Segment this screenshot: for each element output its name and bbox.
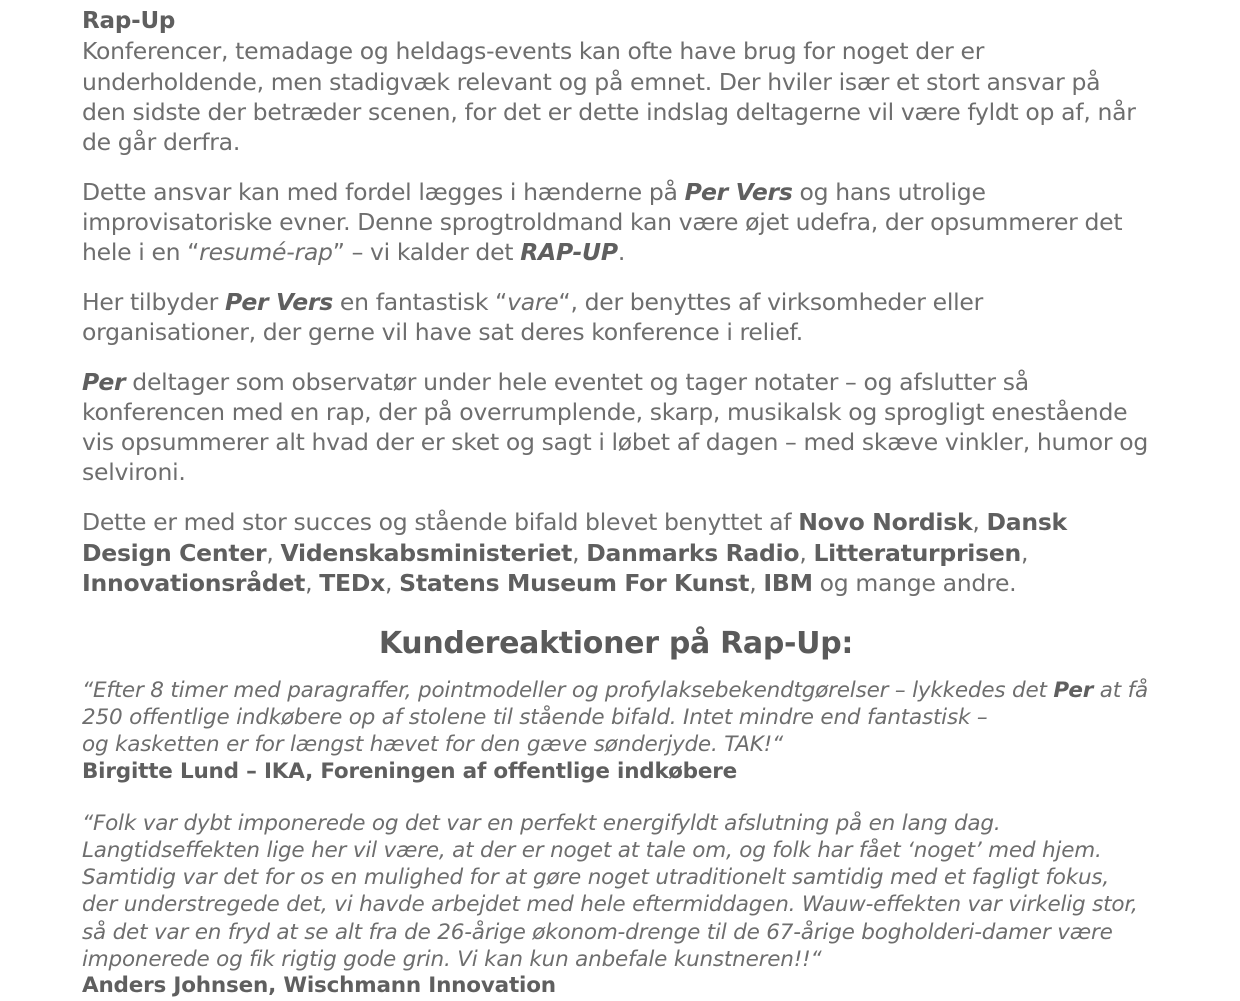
spacer xyxy=(82,487,1150,507)
spacer xyxy=(82,157,1150,177)
testimonial-attribution: Anders Johnsen, Wischmann Innovation xyxy=(82,973,556,999)
paragraph-offer: Her tilbyder Per Vers en fantastisk “vare“, der benyttes af virksomheder eller organisationer, der gerne vil have sat deres konference i relief. xyxy=(82,287,984,347)
reactions-heading: Kundereaktioner på Rap-Up: xyxy=(378,625,854,661)
paragraph-responsibility: Dette ansvar kan med fordel lægges i hænderne på Per Vers og hans utrolige improvisatoriske evner. Denne sprogtroldmand kan være øjet udefra, der opsummerer det hele i en “resumé-rap” – vi kalder det RAP-UP. xyxy=(82,177,1123,266)
testimonial-1 xyxy=(82,677,1150,784)
testimonial-quote: “Efter 8 timer med paragraffer, pointmodeller og profylaksebekendtgørelser – lykkedes det Per at få 250 offentlige indkøbere op af stolene til stående bifald. Intet mindre end fantastisk – og kasketten er for længst hævet for den gæve sønderjyde. TAK!“ xyxy=(82,677,1148,758)
paragraph-process: Per deltager som observatør under hele eventet og tager notater – og afslutter så konferencen med en rap, der på overrumplende, skarp, musikalsk og sprogligt enestående vis opsummerer alt hvad der er sket og sagt i løbet af dagen – med skæve vinkler, humor og selvironi. xyxy=(82,368,1149,487)
spacer xyxy=(82,347,1150,367)
spacer xyxy=(82,267,1150,287)
testimonial-quote: “Folk var dybt imponerede og det var en perfekt energifyldt afslutning på en lang dag. Langtidseffekten lige her vil være, at der er noget at tale om, og folk har fået ‘noget’ med hjem. Samtidig var det for os en mulighed for at gøre noget utraditionelt samtidig med et fagligt fokus, der understregede det, vi havde arbejdet med hele eftermiddagen. Wauw-effekten var virkelig stor, så det var en fryd at se alt fra de 26-årige økonom-drenge til de 67-årige bogholderi-damer være imponerede og fik rigtig gode grin. Vi kan kun anbefale kunstneren!!“ xyxy=(82,810,1138,973)
testimonial-2 xyxy=(82,810,1150,999)
paragraph-clients: Dette er med stor succes og stående bifald blevet benyttet af Novo Nordisk, Dansk Design Center, Videnskabsministeriet, Danmarks Radio, Litteraturprisen, Innovationsrådet, TEDx, Statens Museum For Kunst, IBM og mange andre. xyxy=(82,508,1067,597)
section-title: Rap-Up xyxy=(82,8,176,34)
paragraph-intro: Konferencer, temadage og heldags-events kan ofte have brug for noget der er underholdende, men stadigvæk relevant og på emnet. Der hviler især et stort ansvar på den sidste der betræder scenen, for det er dette indslag deltagerne vil være fyldt op af, når de går derfra. xyxy=(82,37,1136,156)
spacer xyxy=(82,784,1150,810)
testimonial-attribution: Birgitte Lund – IKA, Foreningen af offentlige indkøbere xyxy=(82,758,738,784)
